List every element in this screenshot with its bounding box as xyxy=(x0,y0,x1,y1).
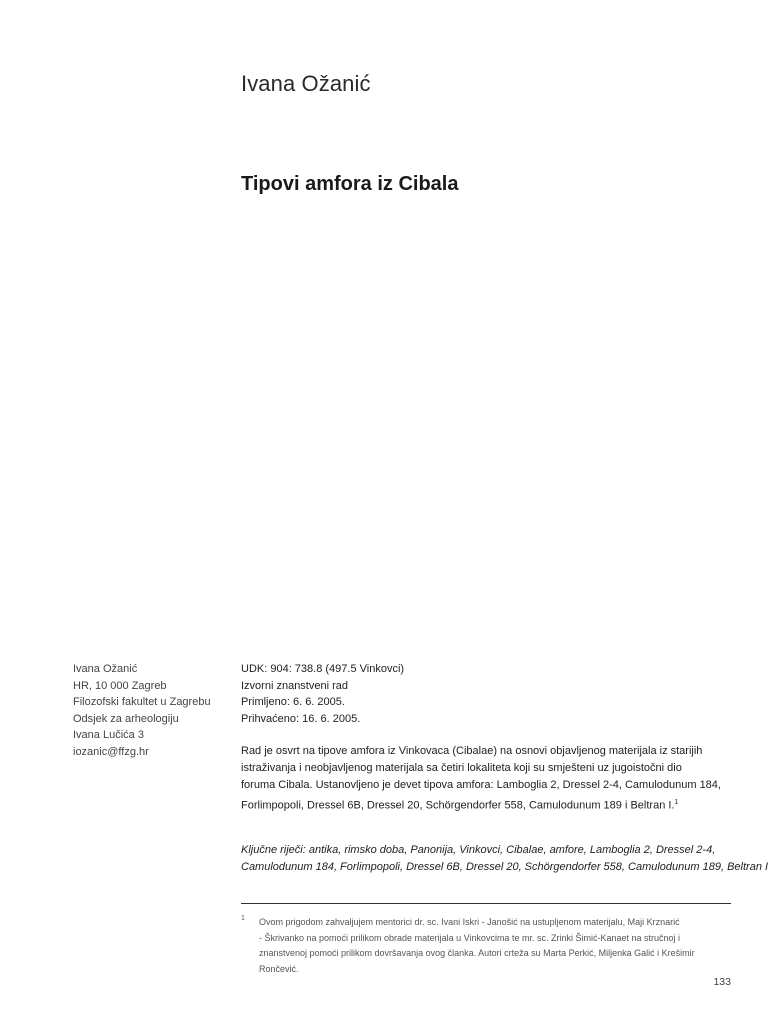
article-title: Tipovi amfora iz Cibala xyxy=(241,173,459,195)
affiliation-line: HR, 10 000 Zagreb xyxy=(73,679,167,692)
abstract xyxy=(241,743,741,815)
footnote-line: Ovom prigodom zahvaljujem mentorici dr. sc. Ivani Iskri - Janošić na ustupljenom materijalu, Maji Krznarić xyxy=(259,917,680,927)
footnote-reference[interactable]: 1 xyxy=(674,799,679,806)
received-date: Primljeno: 6. 6. 2005. xyxy=(241,696,345,708)
footnote-divider xyxy=(241,903,731,904)
page-number: 133 xyxy=(713,976,731,988)
article-type: Izvorni znanstveni rad xyxy=(241,679,348,692)
author-name: Ivana Ožanić xyxy=(241,71,371,96)
affiliation-email[interactable]: iozanic@ffzg.hr xyxy=(73,745,149,758)
footnote-line: znanstvenoj pomoći prilikom dovršavanja ovog članka. Autori crteža su Marta Perkić, Miljenka Galić i Krešimir xyxy=(259,948,695,958)
keywords-line: Ključne riječi: antika, rimsko doba, Panonija, Vinkovci, Cibalae, amfore, Lamboglia 2, Dressel 2-4, xyxy=(241,844,716,856)
affiliation-line: Ivana Ožanić xyxy=(73,663,138,675)
author-affiliation xyxy=(73,661,211,760)
keywords-line: Camulodunum 184, Forlimpopoli, Dressel 6B, Dressel 20, Schörgendorfer 558, Camulodunum 189, Beltran I xyxy=(241,861,768,873)
abstract-line: istraživanja i neobjavljenog materijala sa četiri lokaliteta koji su smješteni uz jugoistočni dio xyxy=(241,762,682,774)
affiliation-line: Odsjek za arheologiju xyxy=(73,712,179,725)
abstract-line-text: Forlimpopoli, Dressel 6B, Dressel 20, Schörgendorfer 558, Camulodunum 189 i Beltran I. xyxy=(241,799,675,812)
article-metadata xyxy=(241,661,404,727)
footnote-mark: 1 xyxy=(241,915,245,922)
footnote-line: - Škrivanko na pomoći prilikom obrade materijala u Vinkovcima te mr. sc. Zrinki Šimić-Kanaet na stručnoj i xyxy=(259,932,680,943)
footnote xyxy=(259,915,734,977)
accepted-date: Prihvaćeno: 16. 6. 2005. xyxy=(241,712,361,725)
footnote-line: Rončević. xyxy=(259,963,299,974)
abstract-line: Rad je osvrt na tipove amfora iz Vinkovaca (Cibalae) na osnovi objavljenog materijala iz starijih xyxy=(241,745,703,757)
abstract-line xyxy=(241,794,741,815)
udk-code: UDK: 904: 738.8 (497.5 Vinkovci) xyxy=(241,663,405,675)
affiliation-line: Ivana Lučića 3 xyxy=(73,729,144,741)
affiliation-line: Filozofski fakultet u Zagrebu xyxy=(73,696,211,708)
keywords xyxy=(241,842,768,876)
abstract-line: foruma Cibala. Ustanovljeno je devet tipova amfora: Lamboglia 2, Dressel 2-4, Camulodunum 184, xyxy=(241,779,721,791)
